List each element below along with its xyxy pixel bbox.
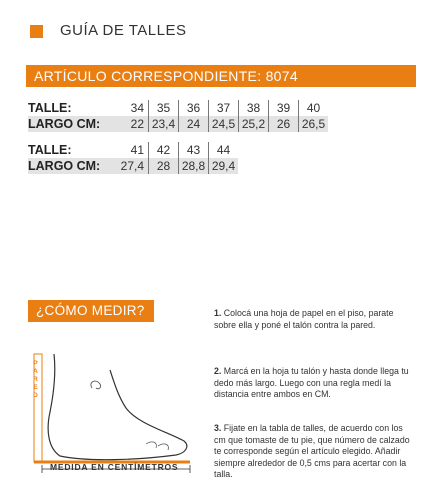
ankle-mark: [91, 381, 101, 389]
size-cell: 34: [130, 101, 144, 115]
size-table-1: [28, 100, 328, 132]
page-title: GUÍA DE TALLES: [60, 22, 187, 39]
foot-diagram: [18, 352, 198, 477]
talle-label: TALLE:: [28, 143, 72, 157]
cm-cell: 26,5: [298, 116, 328, 132]
talle-row: [28, 100, 328, 116]
cm-cell: 29,4: [208, 158, 238, 174]
talle-label: TALLE:: [28, 101, 72, 115]
article-banner: [26, 65, 416, 87]
size-cell: 41: [130, 143, 144, 157]
cm-cell: 23,4: [148, 116, 178, 132]
cm-cell: 26: [268, 116, 298, 132]
cm-cell: 28: [148, 158, 178, 174]
how-to-measure-banner: [28, 300, 154, 322]
size-cell: 40: [298, 100, 328, 116]
header-accent-square: [30, 25, 43, 38]
article-label: ARTÍCULO CORRESPONDIENTE: 8074: [34, 68, 298, 84]
size-cell: 43: [178, 142, 208, 158]
cm-cell: 22: [130, 117, 144, 131]
toe-line: [158, 444, 168, 450]
largo-row: [28, 116, 328, 132]
step-number: 2.: [214, 366, 222, 376]
step-text: Fijate en la tabla de talles, de acuerdo con los cm que tomaste de tu pie, que número de calzado te corresponde según el artículo elegido. Añadir siempre alrededor de 0,5 cms para acertar con la talla.: [214, 423, 410, 479]
step-number: 1.: [214, 308, 222, 318]
step-1: [214, 308, 414, 331]
size-cell: 42: [148, 142, 178, 158]
step-text: Colocá una hoja de papel en el piso, parate sobre ella y poné el talón contra la pared.: [214, 308, 394, 330]
cm-cell: 28,8: [178, 158, 208, 174]
wall-label: [30, 360, 40, 400]
size-cell: 39: [268, 100, 298, 116]
cm-cell: 27,4: [120, 159, 144, 173]
step-number: 3.: [214, 423, 222, 433]
how-to-measure-title: ¿CÓMO MEDIR?: [36, 303, 145, 318]
talle-row: [28, 142, 238, 158]
cm-cell: 24,5: [208, 116, 238, 132]
size-cell: 36: [178, 100, 208, 116]
cm-cell: 24: [178, 116, 208, 132]
step-text: Marcá en la hoja tu talón y hasta donde llega tu dedo más largo. Luego con una regla medí la distancia entre ambos en CM.: [214, 366, 409, 399]
size-cell: 37: [208, 100, 238, 116]
wall-label-text: PARED: [32, 360, 39, 400]
toe-line: [146, 442, 156, 448]
measure-label: MEDIDA EN CENTÍMETROS: [50, 462, 179, 472]
size-cell: 35: [148, 100, 178, 116]
step-3: [214, 423, 414, 481]
size-cell: 38: [238, 100, 268, 116]
largo-label: LARGO CM:: [28, 117, 101, 131]
step-2: [214, 366, 414, 401]
cm-cell: 25,2: [238, 116, 268, 132]
size-table-2: [28, 142, 238, 174]
largo-label: LARGO CM:: [28, 159, 101, 173]
size-cell: 44: [208, 142, 238, 158]
largo-row: [28, 158, 238, 174]
